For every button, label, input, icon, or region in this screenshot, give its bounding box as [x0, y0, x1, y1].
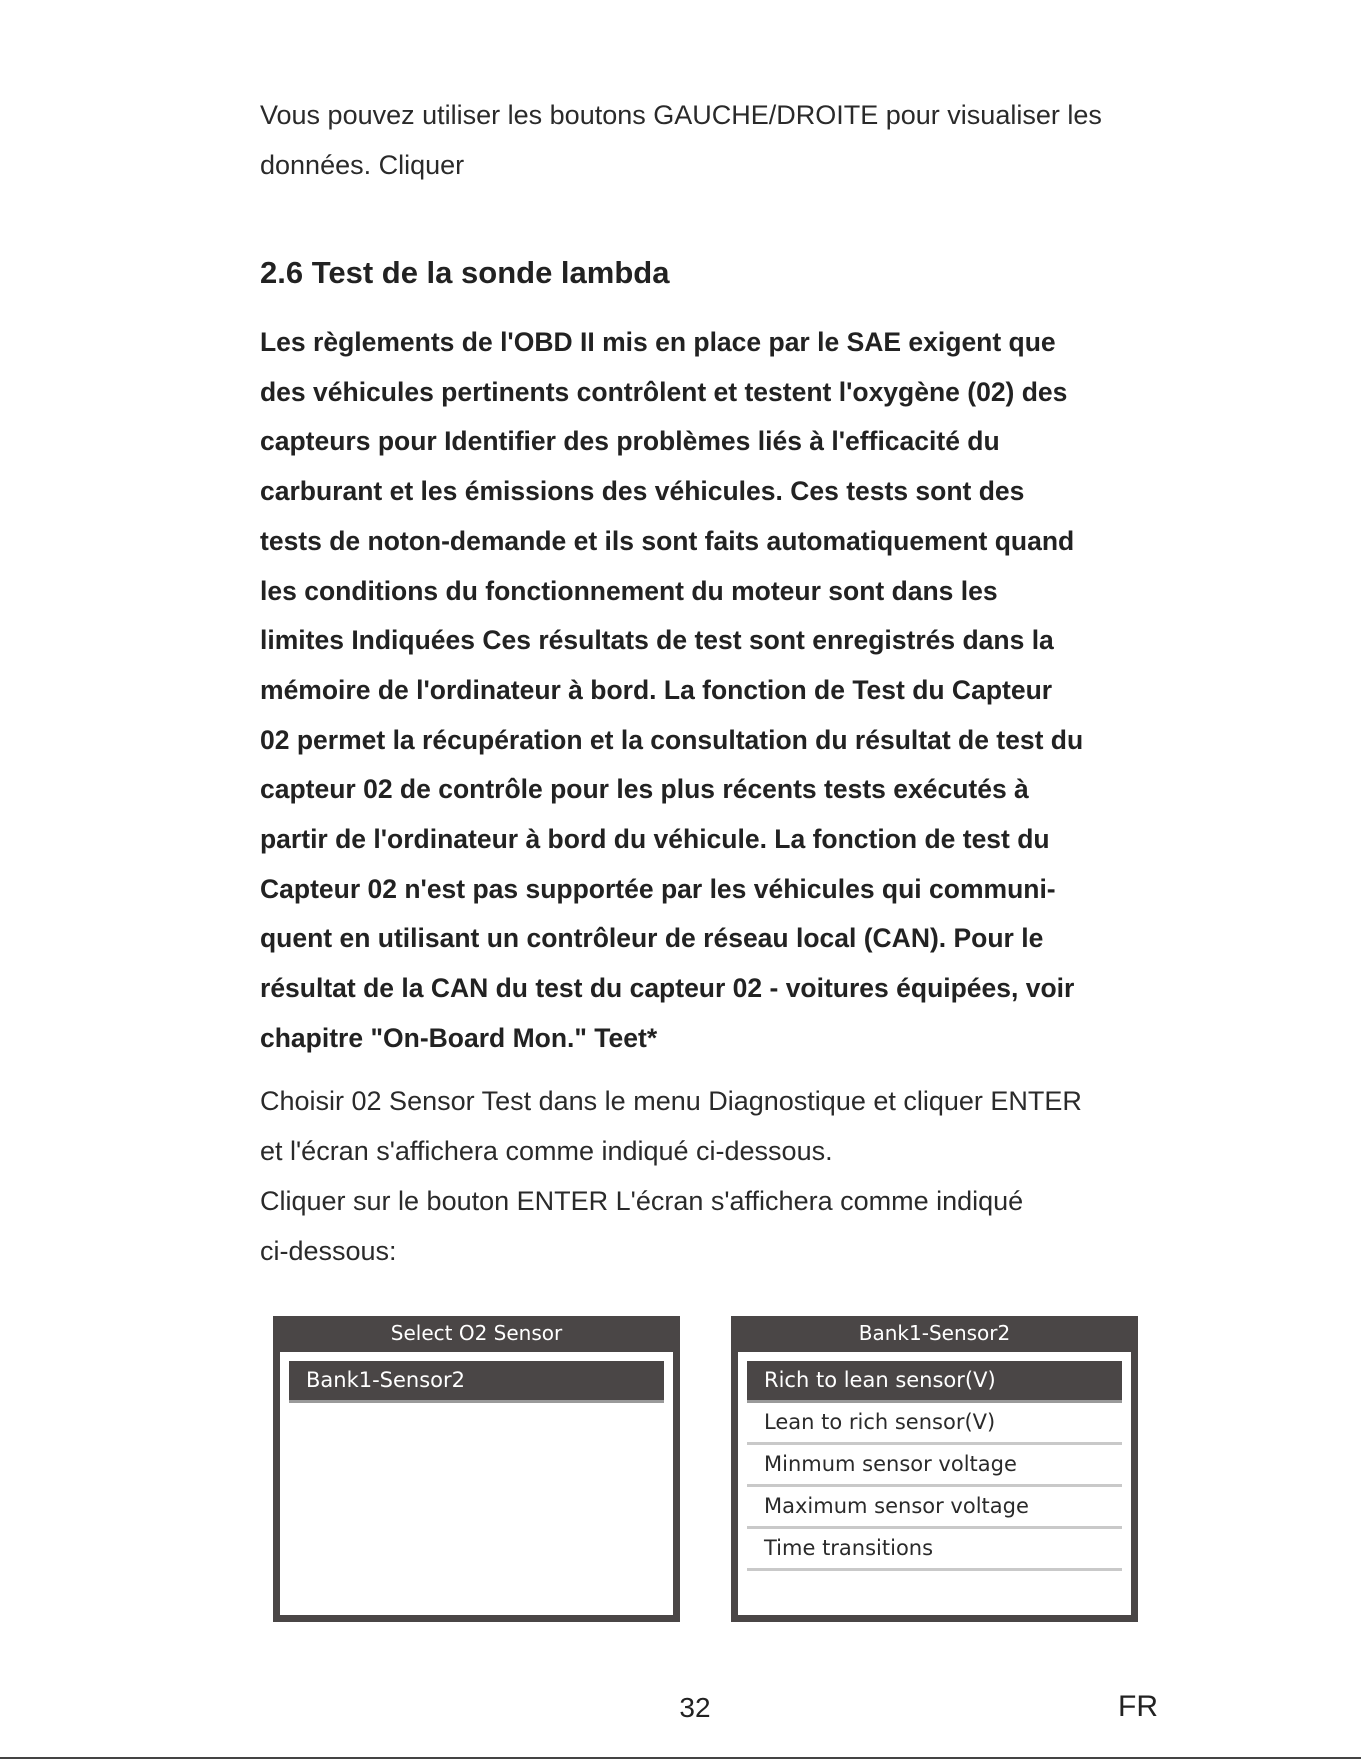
screen-title: Select O2 Sensor — [390, 1321, 563, 1345]
menu-item-maximum-voltage[interactable]: Maximum sensor voltage — [747, 1487, 1122, 1529]
paragraph-line: partir de l'ordinateur à bord du véhicule. La fonction de test du — [260, 824, 1050, 855]
paragraph-line: Capteur 02 n'est pas supportée par les véhicules qui communi- — [260, 873, 1056, 904]
paragraph-line: tests de noton-demande et ils sont faits automatiquement quand — [260, 525, 1075, 556]
paragraph-line: résultat de la CAN du test du capteur 02 - voitures équipées, voir — [260, 973, 1075, 1004]
o2-description-paragraph — [260, 318, 1180, 1064]
instruction-line: ci-dessous: — [260, 1236, 397, 1266]
instruction-line: Choisir 02 Sensor Test dans le menu Diagnostique et cliquer ENTER — [260, 1086, 1082, 1116]
paragraph-line: mémoire de l'ordinateur à bord. La fonction de Test du Capteur — [260, 674, 1053, 705]
menu-item-minimum-voltage[interactable]: Minmum sensor voltage — [747, 1445, 1122, 1487]
language-code: FR — [1118, 1690, 1158, 1723]
screen-title: Bank1-Sensor2 — [858, 1321, 1011, 1345]
screen-menu — [738, 1352, 1131, 1615]
instructions-paragraph — [260, 1076, 1180, 1276]
menu-item-lean-to-rich[interactable]: Lean to rich sensor(V) — [747, 1403, 1122, 1445]
bottom-divider — [0, 1757, 1361, 1759]
paragraph-line: capteurs pour Identifier des problèmes liés à l'efficacité du — [260, 426, 1000, 457]
instruction-line: et l'écran s'affichera comme indiqué ci-dessous. — [260, 1136, 833, 1166]
paragraph-line: carburant et les émissions des véhicules. Ces tests sont des — [260, 476, 1025, 507]
paragraph-line: des véhicules pertinents contrôlent et testent l'oxygène (02) des — [260, 376, 1068, 407]
select-o2-sensor-screen — [273, 1316, 680, 1622]
screen-menu — [280, 1352, 673, 1615]
bank1-sensor2-screen — [731, 1316, 1138, 1622]
paragraph-line: Les règlements de l'OBD II mis en place par le SAE exigent que — [260, 327, 1056, 357]
paragraph-line: chapitre "On-Board Mon." Teet* — [260, 1022, 658, 1053]
paragraph-line: limites Indiquées Ces résultats de test sont enregistrés dans la — [260, 625, 1054, 656]
intro-line-2: données. Cliquer — [260, 150, 465, 180]
intro-line-1: Vous pouvez utiliser les boutons GAUCHE/DROITE pour visualiser les — [260, 100, 1102, 130]
paragraph-line: quent en utilisant un contrôleur de réseau local (CAN). Pour le — [260, 923, 1044, 954]
intro-paragraph — [260, 90, 1180, 190]
menu-item-bank1-sensor2[interactable]: Bank1-Sensor2 — [289, 1361, 664, 1403]
instruction-line: Cliquer sur le bouton ENTER L'écran s'affichera comme indiqué — [260, 1186, 1024, 1216]
menu-item-rich-to-lean[interactable]: Rich to lean sensor(V) — [747, 1361, 1122, 1403]
paragraph-line: 02 permet la récupération et la consultation du résultat de test du — [260, 724, 1084, 755]
section-title: 2.6 Test de la sonde lambda — [260, 255, 670, 290]
paragraph-line: les conditions du fonctionnement du moteur sont dans les — [260, 575, 998, 606]
menu-item-time-transitions[interactable]: Time transitions — [747, 1529, 1122, 1571]
page-number: 32 — [679, 1692, 711, 1723]
paragraph-line: capteur 02 de contrôle pour les plus récents tests exécutés à — [260, 774, 1029, 805]
